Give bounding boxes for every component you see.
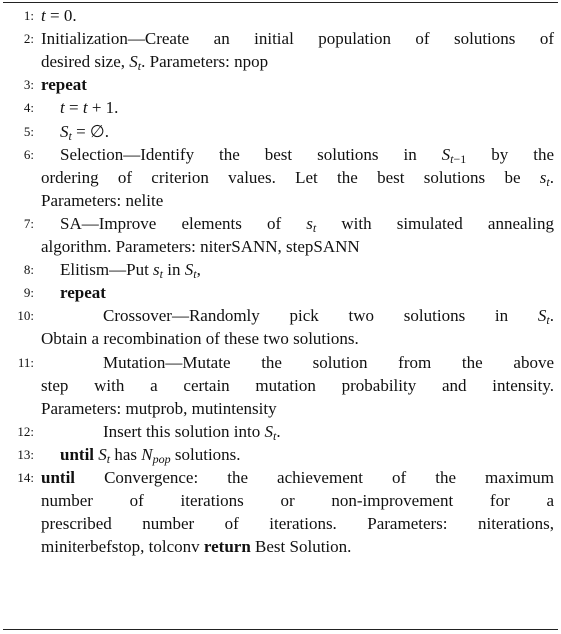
keyword: repeat — [41, 75, 87, 95]
text-run: ordering of criterion values. Let the best solutions be — [41, 167, 540, 187]
text-run: Convergence: the achievement of the maximum — [75, 468, 554, 487]
algorithm-line — [0, 466, 561, 489]
subscript: pop — [152, 451, 171, 466]
step-text — [41, 4, 77, 27]
keyword: until — [41, 468, 76, 487]
step-text — [41, 397, 277, 420]
math-symbol: S — [184, 260, 194, 280]
algorithm-line — [0, 374, 561, 397]
line-number: 1: — [23, 8, 34, 23]
text-run: step with a certain mutation probability and intensity. — [41, 375, 554, 395]
text-run: desired size, — [41, 52, 130, 72]
algorithm-line — [0, 397, 561, 420]
text-run: . — [276, 421, 281, 441]
text-run: . — [549, 167, 554, 187]
math-symbol: S — [441, 144, 451, 164]
text-run: + 1. — [87, 98, 119, 118]
math-symbol: S — [98, 444, 107, 464]
text-run: Insert this solution into — [103, 421, 265, 441]
text-run: number of iterations or non-improvement for a — [41, 491, 554, 511]
text-run: by the — [466, 144, 554, 164]
algorithm-line — [0, 351, 561, 374]
step-text — [41, 73, 87, 96]
subscript: t — [312, 220, 317, 235]
text-run: prescribed number of iterations. Parameters: niterations, — [41, 514, 554, 534]
line-number: 4: — [23, 100, 34, 116]
subscript: t — [273, 428, 277, 443]
text-run: Parameters: mutprob, mutintensity — [41, 398, 277, 418]
text-run: solutions. — [170, 444, 241, 464]
math-symbol: t — [82, 98, 88, 118]
subscript: t — [159, 267, 164, 282]
text-run: with simulated annealing — [316, 213, 554, 233]
line-number: 14: — [17, 470, 34, 485]
text-run: Mutation—Mutate the solution from the above — [103, 352, 554, 372]
step-text — [41, 466, 554, 489]
step-text — [60, 143, 554, 166]
keyword: repeat — [60, 283, 106, 303]
algorithm-line — [0, 166, 561, 189]
text-run: . — [549, 306, 554, 326]
algorithm-line — [0, 120, 561, 143]
math-symbol: t — [60, 98, 65, 118]
text-run: SA—Improve elements of — [60, 213, 307, 233]
step-text — [60, 443, 241, 466]
algorithm-line — [0, 258, 561, 281]
algorithm-line — [0, 535, 561, 558]
step-text — [41, 166, 554, 189]
step-text — [60, 120, 109, 143]
keyword: until — [60, 444, 95, 464]
algorithm-line — [0, 281, 561, 304]
bottom-rule — [3, 629, 558, 630]
text-run: Parameters: nelite — [41, 190, 164, 210]
subscript: t — [106, 451, 111, 466]
line-number: 6: — [23, 146, 34, 162]
subscript: t — [546, 174, 550, 189]
line-number: 3: — [23, 77, 34, 93]
text-run: Elitism—Put — [60, 260, 154, 280]
subscript: t−1 — [450, 151, 467, 166]
keyword: return — [203, 537, 251, 557]
math-symbol: t — [41, 6, 46, 25]
line-number: 11: — [17, 354, 34, 370]
math-symbol: N — [141, 444, 153, 464]
subscript: t — [137, 59, 142, 74]
step-text — [41, 512, 554, 535]
algorithm-line — [0, 443, 561, 466]
algorithm-line — [0, 235, 561, 258]
step-text — [60, 281, 106, 304]
text-run: . Parameters: npop — [141, 52, 269, 72]
text-run: has — [110, 444, 142, 464]
algorithm-line — [0, 73, 561, 96]
text-run: miniterbefstop, tolconv — [41, 537, 204, 557]
algorithm-line — [0, 489, 561, 512]
line-number: 13: — [17, 446, 34, 462]
algorithm-line — [0, 212, 561, 235]
math-symbol: s — [539, 167, 547, 187]
line-number: 9: — [23, 285, 34, 301]
algorithm-line — [0, 304, 561, 327]
step-text — [41, 27, 554, 50]
step-text — [60, 96, 118, 119]
algorithm-line — [0, 143, 561, 166]
line-number: 10: — [17, 308, 34, 324]
subscript: t — [546, 313, 550, 328]
step-text — [41, 189, 163, 212]
algorithm-line — [0, 4, 561, 27]
algorithm-line — [0, 27, 561, 50]
text-run: = 0. — [45, 6, 77, 25]
math-symbol: S — [129, 52, 138, 72]
top-rule — [3, 2, 558, 3]
text-run: , — [196, 260, 201, 280]
line-number: 2: — [23, 31, 34, 47]
text-run: = — [64, 98, 83, 118]
algorithm-line — [0, 189, 561, 212]
step-text — [41, 535, 351, 558]
text-run: algorithm. Parameters: niterSANN, stepSANN — [41, 237, 360, 256]
line-number: 8: — [23, 262, 34, 278]
algorithm-line — [0, 420, 561, 443]
text-run: Crossover—Randomly pick two solutions in — [103, 306, 538, 326]
algorithm-line — [0, 50, 561, 73]
step-text — [41, 327, 359, 350]
step-text — [103, 304, 554, 327]
math-symbol: S — [264, 421, 273, 441]
math-symbol: S — [60, 121, 69, 141]
step-text — [41, 235, 360, 258]
line-number: 7: — [23, 215, 34, 231]
step-text — [103, 351, 554, 374]
text-run: = ∅. — [71, 121, 109, 141]
math-symbol: S — [537, 306, 547, 326]
math-symbol: s — [153, 260, 160, 280]
algorithm-line — [0, 96, 561, 119]
step-text — [41, 489, 554, 512]
text-run: in — [163, 260, 185, 280]
step-text — [60, 212, 554, 235]
subscript: t — [68, 128, 72, 143]
algorithm-line — [0, 327, 561, 350]
text-run: Best Solution. — [250, 537, 352, 557]
step-text — [41, 374, 554, 397]
subscript: t — [193, 267, 197, 282]
math-symbol: s — [306, 213, 313, 233]
line-number: 5: — [23, 123, 34, 139]
step-text — [60, 258, 201, 281]
text-run: Selection—Identify the best solutions in — [60, 144, 442, 164]
step-text — [41, 50, 268, 73]
algorithm-line — [0, 512, 561, 535]
text-run: Initialization—Create an initial population of solutions of — [41, 29, 554, 49]
text-run: Obtain a recombination of these two solutions. — [41, 329, 359, 349]
step-text — [103, 420, 281, 443]
line-number: 12: — [17, 423, 34, 439]
